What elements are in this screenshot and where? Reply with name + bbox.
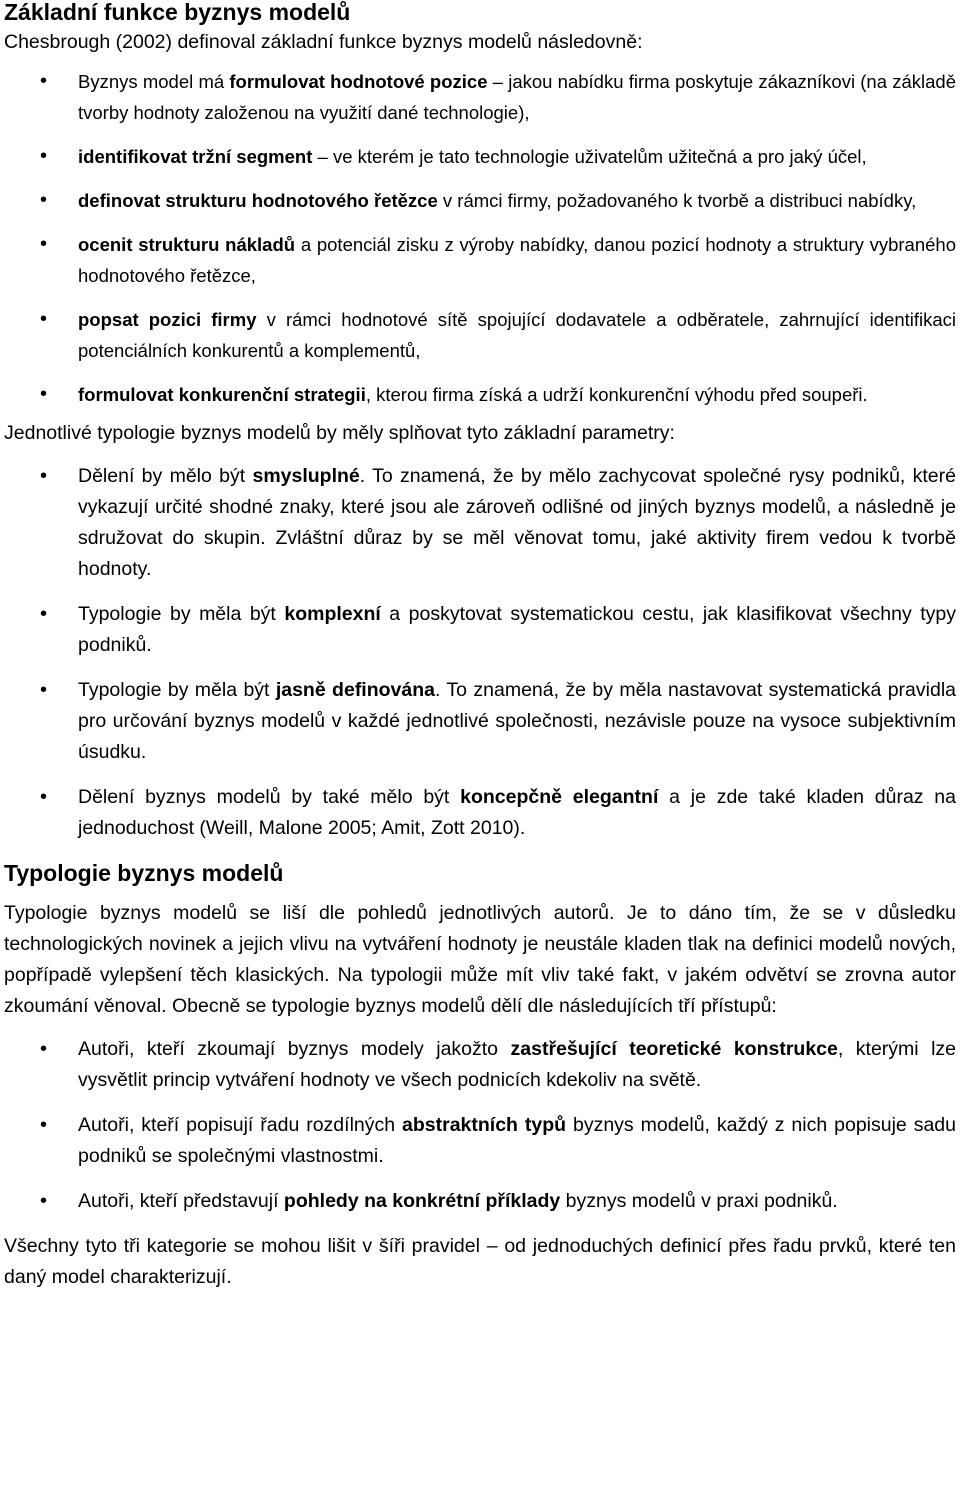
list-item: • Typologie by měla být komplexní a poskytovat systematickou cestu, jak klasifikovat všechny typy podniků. [4,599,956,661]
closing-paragraph: Všechny tyto tři kategorie se mohou lišit v šíři pravidel – od jednoduchých definicí přes řadu prvků, které ten daný model charakterizují. [4,1235,956,1288]
list-item: • Autoři, kteří popisují řadu rozdílných abstraktních typů byznys modelů, každý z nich popisuje sadu podniků se společnými vlastnostmi. [4,1110,956,1172]
typology-paragraph: Typologie byznys modelů se liší dle pohledů jednotlivých autorů. Je to dáno tím, že se v důsledku technologických novinek a jejich vlivu na vytváření hodnoty je neustále kladen tlak na definici modelů nových, popřípadě vylepšení těch klasických. Na typologii může mít vliv také fakt, v jakém odvětví se zrovna autor zkoumání věnoval. Obecně se typologie byznys modelů dělí dle následujících tří přístupů: [4,902,956,1017]
list-item: • Typologie by měla být jasně definována. To znamená, že by měla nastavovat systematická pravidla pro určování byznys modelů v každé jednotlivé společnosti, nezávisle pouze na vysoce subjektivním úsudku. [4,675,956,768]
parameters-list [4,461,956,844]
section-heading-typology: Typologie byznys modelů [4,860,284,886]
list-item: • Dělení byznys modelů by také mělo být koncepčně elegantní a je zde také kladen důraz na jednoduchost (Weill, Malone 2005; Amit, Zott 2010). [4,782,956,844]
intro-paragraph: Chesbrough (2002) definoval základní funkce byznys modelů následovně: [4,31,643,53]
list-item: • Autoři, kteří zkoumají byznys modely jakožto zastřešující teoretické konstrukce, kterými lze vysvětlit princip vytváření hodnoty ve všech podnicích kdekoliv na světě. [4,1034,956,1096]
list-item: • popsat pozici firmy v rámci hodnotové sítě spojující dodavatele a odběratele, zahrnující identifikaci potenciálních konkurentů a komplementů, [4,304,956,366]
parameters-intro: Jednotlivé typologie byznys modelů by měly splňovat tyto základní parametry: [4,422,675,444]
list-item: • Dělení by mělo být smysluplné. To znamená, že by mělo zachycovat společné rysy podniků, které vykazují určité shodné znaky, které jsou ale zároveň odlišné od jiných byznys modelů, a následně je sdružovat do skupin. Zvláštní důraz by se měl věnovat tomu, jaké aktivity firem vedou k tvorbě hodnoty. [4,461,956,585]
list-item: • definovat strukturu hodnotového řetězce v rámci firmy, požadovaného k tvorbě a distribuci nabídky, [4,185,956,216]
section-heading-basic-functions: Základní funkce byznys modelů [4,0,351,25]
list-item: • formulovat konkurenční strategii, kterou firma získá a udrží konkurenční výhodu před soupeři. [4,379,956,410]
list-item: • Autoři, kteří představují pohledy na konkrétní příklady byznys modelů v praxi podniků. [4,1186,956,1217]
list-item: • ocenit strukturu nákladů a potenciál zisku z výroby nabídky, danou pozicí hodnoty a struktury vybraného hodnotového řetězce, [4,229,956,291]
functions-list [4,66,956,410]
list-item: • Byznys model má formulovat hodnotové pozice – jakou nabídku firma poskytuje zákazníkovi (na základě tvorby hodnoty založenou na využití dané technologie), [4,66,956,128]
approaches-list [4,1034,956,1217]
list-item: • identifikovat tržní segment – ve kterém je tato technologie uživatelům užitečná a pro jaký účel, [4,141,956,172]
